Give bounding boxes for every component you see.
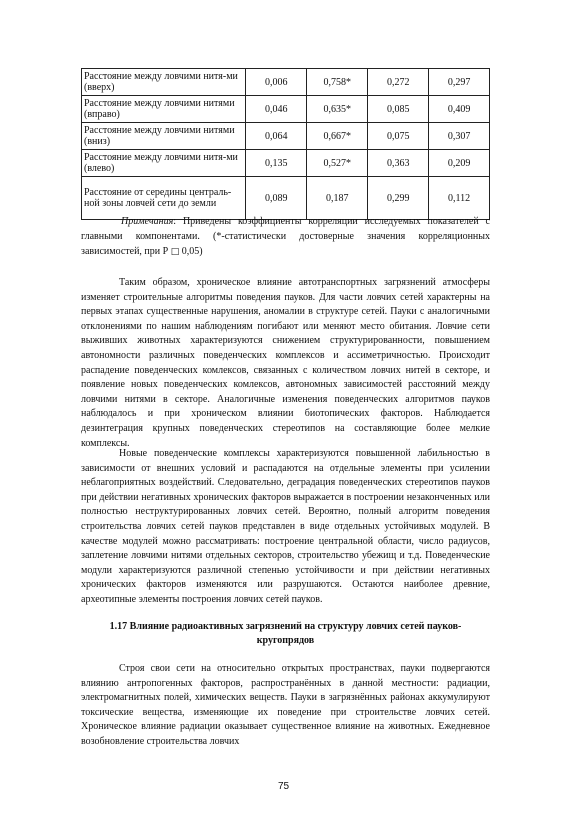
table-note xyxy=(81,214,490,260)
table-cell: 0,089 xyxy=(246,177,307,220)
table-cell: 0,667* xyxy=(307,123,368,150)
table-row-label: Расстояние между ловчими нитями (вправо) xyxy=(82,96,246,123)
table-cell: 0,006 xyxy=(246,69,307,96)
paragraph: Строя свои сети на относительно открытых пространствах, пауки подвергаются влиянию антропогенных факторов, распространённых в данной местности: радиации, электромагнитных полей, химических веществ. Пауки в загрязнённых районах аккумулируют токсические вещества, изменяющие их поведение при строительстве ловчих сетей. Хроническое влияние радиации оказывает существенное влияние на животных. Ежедневное возобновление строительства ловчих xyxy=(81,663,490,747)
table-cell: 0,758* xyxy=(307,69,368,96)
table-cell: 0,307 xyxy=(429,123,490,150)
table-cell: 0,363 xyxy=(368,150,429,177)
table-cell: 0,112 xyxy=(429,177,490,220)
table-row-label: Расстояние между ловчими нитя-ми (вверх) xyxy=(82,69,246,96)
paragraph: Новые поведенческие комплексы характеризуются повышенной лабильностью в зависимости от внешних условий и распадаются на отдельные элементы при усилении неблагоприятных воздействий. Следовательно, деградация поведенческих стереотипов пауков при действии негативных хронических факторов выражается в построении незаконченных или полностью неструктурированных ловчих сетей. Вероятно, полный алгоритм поведения строительства ловчих сетей пауков представлен в виде отдельных устойчивых модулей. В качестве модулей можно рассматривать: построение центральной области, число радиусов, заплетение ловчими нитями отдельных секторов, строительство убежищ и т.д. Поведенческие модули характеризуются различной степенью устойчивости и при действии негативных хронических факторов изменяются или разрушаются. Остаются наиболее древние, археотипные элементы построения ловчих сетей пауков. xyxy=(81,448,490,605)
table-row xyxy=(82,96,490,123)
table-row xyxy=(82,123,490,150)
table-row xyxy=(82,150,490,177)
table-cell: 0,085 xyxy=(368,96,429,123)
note-text-end: 0,05) xyxy=(181,246,203,257)
table-row-label: Расстояние между ловчими нитя-ми (влево) xyxy=(82,150,246,177)
note-label: Примечания xyxy=(121,216,174,227)
table-cell: 0,135 xyxy=(246,150,307,177)
table-cell: 0,064 xyxy=(246,123,307,150)
table-cell: 0,409 xyxy=(429,96,490,123)
table-cell: 0,297 xyxy=(429,69,490,96)
note-text: : Приведены коэффициенты корреляции исследуемых показателей с главными компонентами. (*-статистически достоверные значения корреляционных зависимостей, при Р xyxy=(81,216,490,257)
paragraph: Таким образом, хроническое влияние автотранспортных загрязнений атмосферы изменяет строительные алгоритмы поведения пауков. Для части ловчих сетей характерны на первых этапах существенные нарушения, аномалии в структуре сетей. Пауки с аналогичными отклонениями по нашим наблюдениям погибают или меняют место обитания. Ловчие сети выживших животных характеризуются снижением структурированности, повышением автономности различных поведенческих комплексов и ассиметричностью. Происходит распадение поведенческих комлексов, связанных с количеством ловчих нитей в секторе, и появление новых поведенческих комлексов, автономных зависимостей расстояний между ловчими нитями в секторе. Аналогичные изменения поведенческих алгоритмов пауков наблюдалось и при хроническом влиянии биотопических факторов. Наблюдается дезинтеграция крупных поведенческих стереотипов на составляющие более мелкие комплексы. xyxy=(81,277,490,449)
table-row xyxy=(82,69,490,96)
table-row-label: Расстояние от середины централь-ной зоны ловчей сети до земли xyxy=(82,177,246,220)
paragraph-block xyxy=(81,276,490,451)
table-cell: 0,075 xyxy=(368,123,429,150)
table-cell: 0,299 xyxy=(368,177,429,220)
table-cell: 0,209 xyxy=(429,150,490,177)
table-cell: 0,187 xyxy=(307,177,368,220)
table-cell: 0,046 xyxy=(246,96,307,123)
paragraph-block xyxy=(81,662,490,750)
table-row-label: Расстояние между ловчими нитями (вниз) xyxy=(82,123,246,150)
section-heading: 1.17 Влияние радиоактивных загрязнений на структуру ловчих сетей пауков-кругопрядов xyxy=(109,621,462,646)
table-cell: 0,272 xyxy=(368,69,429,96)
table-cell: 0,527* xyxy=(307,150,368,177)
paragraph-block xyxy=(81,447,490,608)
page-number: 75 xyxy=(277,781,290,792)
missing-glyph-symbol: □ xyxy=(170,247,180,257)
correlation-table xyxy=(81,68,490,220)
table-cell: 0,635* xyxy=(307,96,368,123)
